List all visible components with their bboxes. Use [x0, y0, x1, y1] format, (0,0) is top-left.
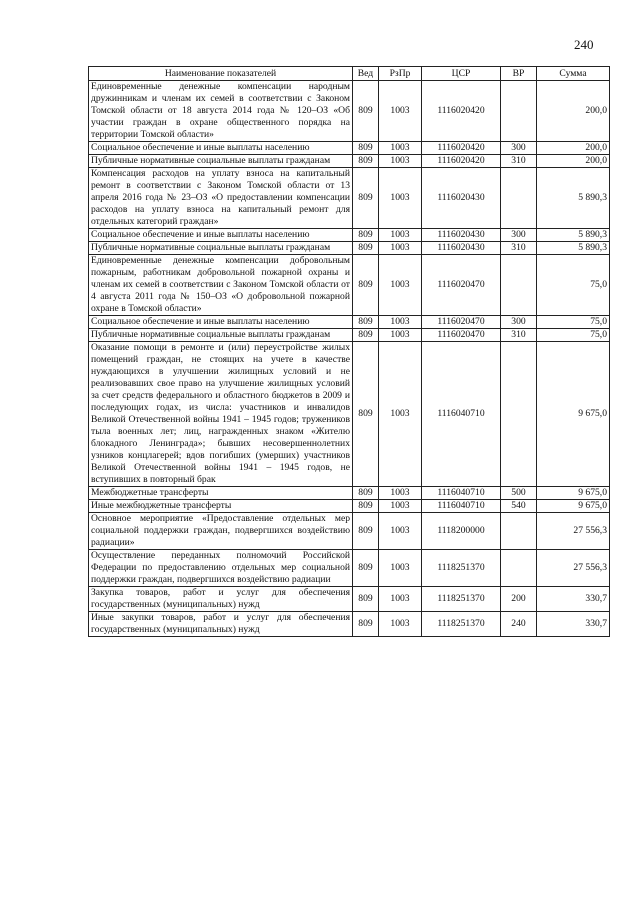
cell-sum: 75,0: [537, 329, 610, 342]
cell-csr: 1118200000: [422, 513, 501, 550]
table-row: [89, 612, 610, 637]
cell-name: Социальное обеспечение и иные выплаты населению: [89, 316, 353, 329]
cell-vr: 310: [501, 155, 537, 168]
cell-ved: 809: [353, 587, 379, 612]
cell-rzpr: 1003: [379, 513, 422, 550]
cell-ved: 809: [353, 342, 379, 487]
table-row: [89, 316, 610, 329]
cell-vr: 240: [501, 612, 537, 637]
cell-sum: 27 556,3: [537, 550, 610, 587]
cell-sum: 75,0: [537, 255, 610, 316]
header-csr: ЦСР: [422, 67, 501, 81]
cell-rzpr: 1003: [379, 612, 422, 637]
cell-csr: 1116020430: [422, 229, 501, 242]
cell-rzpr: 1003: [379, 168, 422, 229]
header-name: Наименование показателей: [89, 67, 353, 81]
cell-name: Публичные нормативные социальные выплаты гражданам: [89, 329, 353, 342]
cell-vr: [501, 81, 537, 142]
budget-table: [88, 66, 610, 637]
table-row: [89, 155, 610, 168]
cell-rzpr: 1003: [379, 550, 422, 587]
cell-name: Социальное обеспечение и иные выплаты населению: [89, 142, 353, 155]
cell-name: Оказание помощи в ремонте и (или) переустройстве жилых помещений граждан, не стоящих на учете в качестве нуждающихся в улучшении жилищных условий и не реализовавших свое право на улучшение жилищных условий за счет средств федерального и областного бюджетов в 2009 и последующих годах, из числа: участников и инвалидов Великой Отечественной войны 1941 – 1945 годов; тружеников тыла военных лет; лиц, награжденных знаком «Жителю блокадного Ленинграда»; бывших несовершеннолетних узников концлагерей; вдов погибших (умерших) участников Великой Отечественной войны 1941 – 1945 годов, не вступивших в повторный брак: [89, 342, 353, 487]
table-row: [89, 550, 610, 587]
cell-name: Основное мероприятие «Предоставление отдельных мер социальной поддержки граждан, подвергшихся воздействию радиации»: [89, 513, 353, 550]
cell-rzpr: 1003: [379, 500, 422, 513]
cell-sum: 200,0: [537, 142, 610, 155]
table-row: [89, 229, 610, 242]
cell-sum: 9 675,0: [537, 500, 610, 513]
cell-csr: 1116020430: [422, 242, 501, 255]
table-row: [89, 242, 610, 255]
table-row: [89, 513, 610, 550]
cell-sum: 5 890,3: [537, 242, 610, 255]
cell-rzpr: 1003: [379, 329, 422, 342]
cell-csr: 1116040710: [422, 487, 501, 500]
cell-csr: 1116040710: [422, 500, 501, 513]
cell-rzpr: 1003: [379, 81, 422, 142]
cell-vr: [501, 513, 537, 550]
cell-ved: 809: [353, 316, 379, 329]
header-rzpr: РзПр: [379, 67, 422, 81]
page-number: 240: [574, 37, 594, 52]
cell-csr: 1116020420: [422, 81, 501, 142]
table-body: [89, 81, 610, 637]
cell-csr: 1116020470: [422, 329, 501, 342]
cell-name: Публичные нормативные социальные выплаты гражданам: [89, 242, 353, 255]
cell-ved: 809: [353, 612, 379, 637]
cell-csr: 1116020430: [422, 168, 501, 229]
header-ved: Вед: [353, 67, 379, 81]
cell-vr: [501, 342, 537, 487]
cell-sum: 330,7: [537, 587, 610, 612]
cell-name: Социальное обеспечение и иные выплаты населению: [89, 229, 353, 242]
cell-rzpr: 1003: [379, 342, 422, 487]
cell-csr: 1116020420: [422, 142, 501, 155]
table-row: [89, 342, 610, 487]
table-row: [89, 487, 610, 500]
cell-rzpr: 1003: [379, 229, 422, 242]
cell-ved: 809: [353, 242, 379, 255]
cell-sum: 5 890,3: [537, 168, 610, 229]
cell-name: Иные межбюджетные трансферты: [89, 500, 353, 513]
cell-vr: 310: [501, 329, 537, 342]
cell-ved: 809: [353, 487, 379, 500]
cell-csr: 1118251370: [422, 587, 501, 612]
cell-name: Иные закупки товаров, работ и услуг для обеспечения государственных (муниципальных) нужд: [89, 612, 353, 637]
cell-rzpr: 1003: [379, 316, 422, 329]
cell-sum: 9 675,0: [537, 487, 610, 500]
cell-rzpr: 1003: [379, 155, 422, 168]
cell-vr: [501, 168, 537, 229]
cell-vr: [501, 255, 537, 316]
cell-ved: 809: [353, 229, 379, 242]
cell-sum: 200,0: [537, 155, 610, 168]
cell-rzpr: 1003: [379, 142, 422, 155]
cell-ved: 809: [353, 81, 379, 142]
cell-vr: 200: [501, 587, 537, 612]
cell-csr: 1116020470: [422, 316, 501, 329]
table-row: [89, 255, 610, 316]
cell-ved: 809: [353, 155, 379, 168]
cell-ved: 809: [353, 513, 379, 550]
table-row: [89, 587, 610, 612]
cell-name: Осуществление переданных полномочий Российской Федерации по предоставлению отдельных мер социальной поддержки граждан, подвергшихся воздействию радиации: [89, 550, 353, 587]
cell-name: Единовременные денежные компенсации народным дружинникам и членам их семей в соответствии с Законом Томской области от 18 августа 2014 года № 120–ОЗ «Об участии граждан в охране общественного порядка на территории Томской области»: [89, 81, 353, 142]
cell-vr: [501, 550, 537, 587]
header-vr: ВР: [501, 67, 537, 81]
cell-vr: 310: [501, 242, 537, 255]
table-header-row: [89, 67, 610, 81]
cell-sum: 75,0: [537, 316, 610, 329]
cell-ved: 809: [353, 500, 379, 513]
cell-vr: 500: [501, 487, 537, 500]
cell-name: Закупка товаров, работ и услуг для обеспечения государственных (муниципальных) нужд: [89, 587, 353, 612]
cell-vr: 300: [501, 229, 537, 242]
cell-sum: 200,0: [537, 81, 610, 142]
cell-vr: 540: [501, 500, 537, 513]
cell-rzpr: 1003: [379, 255, 422, 316]
cell-name: Единовременные денежные компенсации добровольным пожарным, работникам добровольной пожарной охраны и членам их семей в соответствии с Законом Томской области от 4 августа 2011 года № 150–ОЗ «О добровольной пожарной охране в Томской области»: [89, 255, 353, 316]
table-row: [89, 142, 610, 155]
table-row: [89, 81, 610, 142]
cell-csr: 1118251370: [422, 612, 501, 637]
cell-rzpr: 1003: [379, 487, 422, 500]
header-sum: Сумма: [537, 67, 610, 81]
cell-ved: 809: [353, 329, 379, 342]
table-row: [89, 168, 610, 229]
cell-sum: 330,7: [537, 612, 610, 637]
table-row: [89, 329, 610, 342]
cell-rzpr: 1003: [379, 587, 422, 612]
cell-vr: 300: [501, 142, 537, 155]
cell-sum: 9 675,0: [537, 342, 610, 487]
cell-sum: 27 556,3: [537, 513, 610, 550]
table-row: [89, 500, 610, 513]
cell-ved: 809: [353, 550, 379, 587]
cell-name: Публичные нормативные социальные выплаты гражданам: [89, 155, 353, 168]
cell-ved: 809: [353, 255, 379, 316]
cell-name: Компенсация расходов на уплату взноса на капитальный ремонт в соответствии с Законом Томской области от 13 апреля 2016 года № 23–ОЗ «О предоставлении компенсации расходов на уплату взноса на капитальный ремонт для отдельных категорий граждан»: [89, 168, 353, 229]
cell-csr: 1116040710: [422, 342, 501, 487]
cell-csr: 1118251370: [422, 550, 501, 587]
cell-ved: 809: [353, 168, 379, 229]
cell-csr: 1116020470: [422, 255, 501, 316]
cell-rzpr: 1003: [379, 242, 422, 255]
cell-name: Межбюджетные трансферты: [89, 487, 353, 500]
cell-vr: 300: [501, 316, 537, 329]
cell-ved: 809: [353, 142, 379, 155]
cell-csr: 1116020420: [422, 155, 501, 168]
cell-sum: 5 890,3: [537, 229, 610, 242]
